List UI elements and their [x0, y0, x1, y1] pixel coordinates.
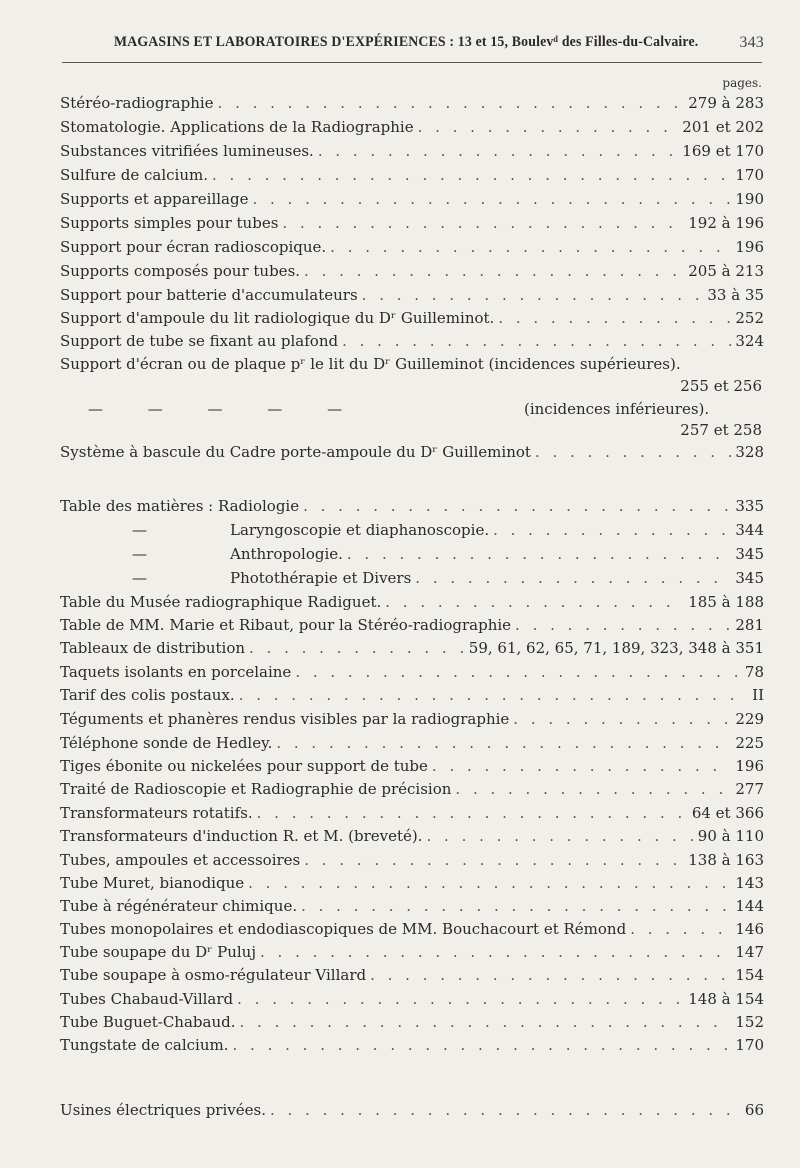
index-entry: Tube Muret, bianodique . . . 143: [60, 872, 764, 895]
support-ecran-pages: 255 et 256: [680, 377, 762, 395]
index-subentry: — Laryngoscopie et diaphanoscopie. . . . 344: [60, 519, 764, 542]
index-entry: Support pour batterie d'accumulateurs . . . 33 à 35: [60, 284, 764, 307]
index-entry: Transformateurs d'induction R. et M. (breveté). . . . 90 à 110: [60, 825, 764, 848]
index-entry: Support de tube se fixant au plafond . . . 324: [60, 330, 764, 353]
index-entry: Tiges ébonite ou nickelées pour support de tube . . . 196: [60, 755, 764, 778]
index-entry: Tarif des colis postaux. . . . II: [60, 684, 764, 707]
pages-column-label: pages.: [722, 76, 762, 90]
index-entry: Table de MM. Marie et Ribaut, pour la Stéréo-radiographie . . . 281: [60, 614, 764, 637]
index-entry: Sulfure de calcium. . . . 170: [60, 164, 764, 187]
support-ecran-line: Support d'écran ou de plaque pʳ le lit du Dʳ Guilleminot (incidences supérieures).: [60, 355, 681, 373]
header-title: MAGASINS ET LABORATOIRES D'EXPÉRIENCES : 13 et 15, Boulevᵈ des Filles-du-Calvaire.: [114, 34, 699, 50]
index-entry: Support pour écran radioscopique. . . . 196: [60, 236, 764, 259]
index-entry: Supports composés pour tubes. . . . 205 à 213: [60, 260, 764, 283]
index-entry-usines: Usines électriques privées. . . . 66: [60, 1099, 764, 1122]
index-entry: Support d'ampoule du lit radiologique du Dʳ Guilleminot. . . . 252: [60, 307, 764, 330]
page-header: [114, 34, 764, 54]
index-entry: Tubes, ampoules et accessoires . . . 138 à 163: [60, 849, 764, 872]
index-entry: Tableaux de distribution . . . 59, 61, 62, 65, 71, 189, 323, 348 à 351: [60, 637, 764, 660]
index-entry: Supports et appareillage . . . 190: [60, 188, 764, 211]
support-ecran-line-2: (incidences inférieures).: [524, 400, 710, 418]
index-entry: Téléphone sonde de Hedley. . . . 225: [60, 732, 764, 755]
index-entry: Supports simples pour tubes . . . 192 à 196: [60, 212, 764, 235]
index-entry: Tungstate de calcium. . . . 170: [60, 1034, 764, 1057]
index-entry: Tubes monopolaires et endodiascopiques de MM. Bouchacourt et Rémond . . . 146: [60, 918, 764, 941]
index-entry: Système à bascule du Cadre porte-ampoule du Dʳ Guilleminot . . . 328: [60, 441, 764, 464]
index-entry: Tubes Chabaud-Villard . . . 148 à 154: [60, 988, 764, 1011]
page-number: 343: [739, 34, 764, 51]
header-rule: [62, 62, 762, 63]
index-entry: Tube Buguet-Chabaud. . . . 152: [60, 1011, 764, 1034]
index-entry: Traité de Radioscopie et Radiographie de précision . . . 277: [60, 778, 764, 801]
index-entry: Transformateurs rotatifs. . . . 64 et 366: [60, 802, 764, 825]
index-subentry: — Photothérapie et Divers . . . 345: [60, 567, 764, 590]
ditto-dashes: — — — — —: [88, 400, 343, 418]
index-subentry: — Anthropologie. . . . 345: [60, 543, 764, 566]
index-entry: Tube à régénérateur chimique. . . . 144: [60, 895, 764, 918]
index-entry: Tube soupape à osmo-régulateur Villard . . . 154: [60, 964, 764, 987]
index-entry: Table du Musée radiographique Radiguet. . . . 185 à 188: [60, 591, 764, 614]
index-entry: Téguments et phanères rendus visibles par la radiographie . . . 229: [60, 708, 764, 731]
support-ecran-pages-2: 257 et 258: [680, 421, 762, 439]
index-entry: Stéréo-radiographie . . . 279 à 283: [60, 92, 764, 115]
index-entry: Tube soupape du Dʳ Puluj . . . 147: [60, 941, 764, 964]
index-entry: Substances vitrifiées lumineuses. . . . 169 et 170: [60, 140, 764, 163]
index-entry-table-matieres: Table des matières : Radiologie . . . 335: [60, 495, 764, 518]
index-entry: Stomatologie. Applications de la Radiographie . . . 201 et 202: [60, 116, 764, 139]
index-entry: Taquets isolants en porcelaine . . . 78: [60, 661, 764, 684]
